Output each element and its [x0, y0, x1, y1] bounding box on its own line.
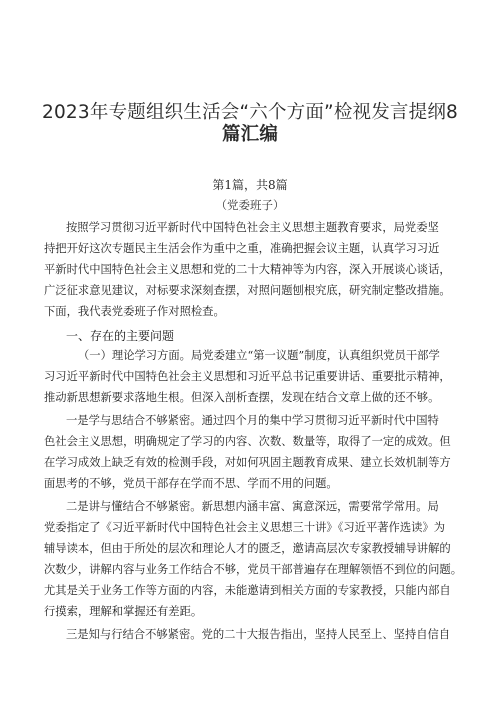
para3-line: 尤其是关于业务工作等方面的内容，未能邀请到相关方面的专家教授，只能内部自	[44, 584, 451, 597]
intro-line: 持把开好这次专题民主生活会作为重中之重，准确把握会议主题，认真学习习近	[44, 242, 440, 255]
para2-line: 在学习成效上缺乏有效的检测手段，对如何巩固主题教育成果、建立长效机制等方	[44, 456, 451, 469]
subtitle: （党委班子）	[215, 198, 285, 212]
para3-line: 二是讲与懂结合不够紧密。新思想内涵丰富、寓意深远，需要常学常用。局	[66, 500, 439, 513]
section-heading: 一、存在的主要问题	[66, 329, 175, 343]
document-title-line-1: 2023年专题组织生活会“六个方面”检视发言提纲8	[41, 102, 459, 123]
intro-line: 平新时代中国特色社会主义思想和党的二十大精神等为内容，深入开展谈心谈话，	[44, 263, 451, 276]
para1-line: （一）理论学习方面。局党委建立“第一议题”制度，认真组织党员干部学	[78, 349, 440, 362]
intro-line: 广泛征求意见建议，对标要求深刻查摆，对照问题刨根究底，研究制定整改措施。	[44, 284, 451, 297]
para2-line: 面思考的不够，党员干部存在学而不思、学而不用的问题。	[44, 477, 338, 490]
para2-line: 一是学与思结合不够紧密。通过四个月的集中学习贯彻习近平新时代中国特	[66, 414, 439, 427]
para1-line: 习习近平新时代中国特色社会主义思想和习近平总书记重要讲话、重要批示精神，	[44, 370, 451, 383]
chapter-label: 第1篇，共8篇	[212, 178, 288, 192]
para4-line: 三是知与行结合不够紧密。党的二十大报告指出，坚持人民至上、坚持自信自	[66, 628, 451, 641]
para2-line: 色社会主义思想，明确规定了学习的内容、次数、数量等，取得了一定的成效。但	[44, 435, 451, 448]
para3-line: 辅导读本，但由于所处的层次和理论人才的匮乏，邀请高层次专家教授辅导讲解的	[44, 542, 451, 555]
para1-line: 推动新思想新要求落地生根。但深入剖析查摆，发现在结合文章上做的还不够。	[44, 391, 440, 404]
para3-line: 党委指定了《习近平新时代中国特色社会主义思想三十讲》《习近平著作选读》为	[44, 521, 446, 534]
intro-line: 按照学习贯彻习近平新时代中国特色社会主义思想主题教育要求，局党委坚	[66, 221, 439, 234]
para3-line: 次数少，讲解内容与业务工作结合不够，党员干部普遍存在理解领悟不到位的问题。	[44, 563, 462, 576]
document-title-line-2: 篇汇编	[221, 124, 279, 145]
intro-line: 下面，我代表党委班子作对照检查。	[44, 305, 225, 318]
para3-line: 行摸索，理解和掌握还有差距。	[44, 605, 203, 618]
